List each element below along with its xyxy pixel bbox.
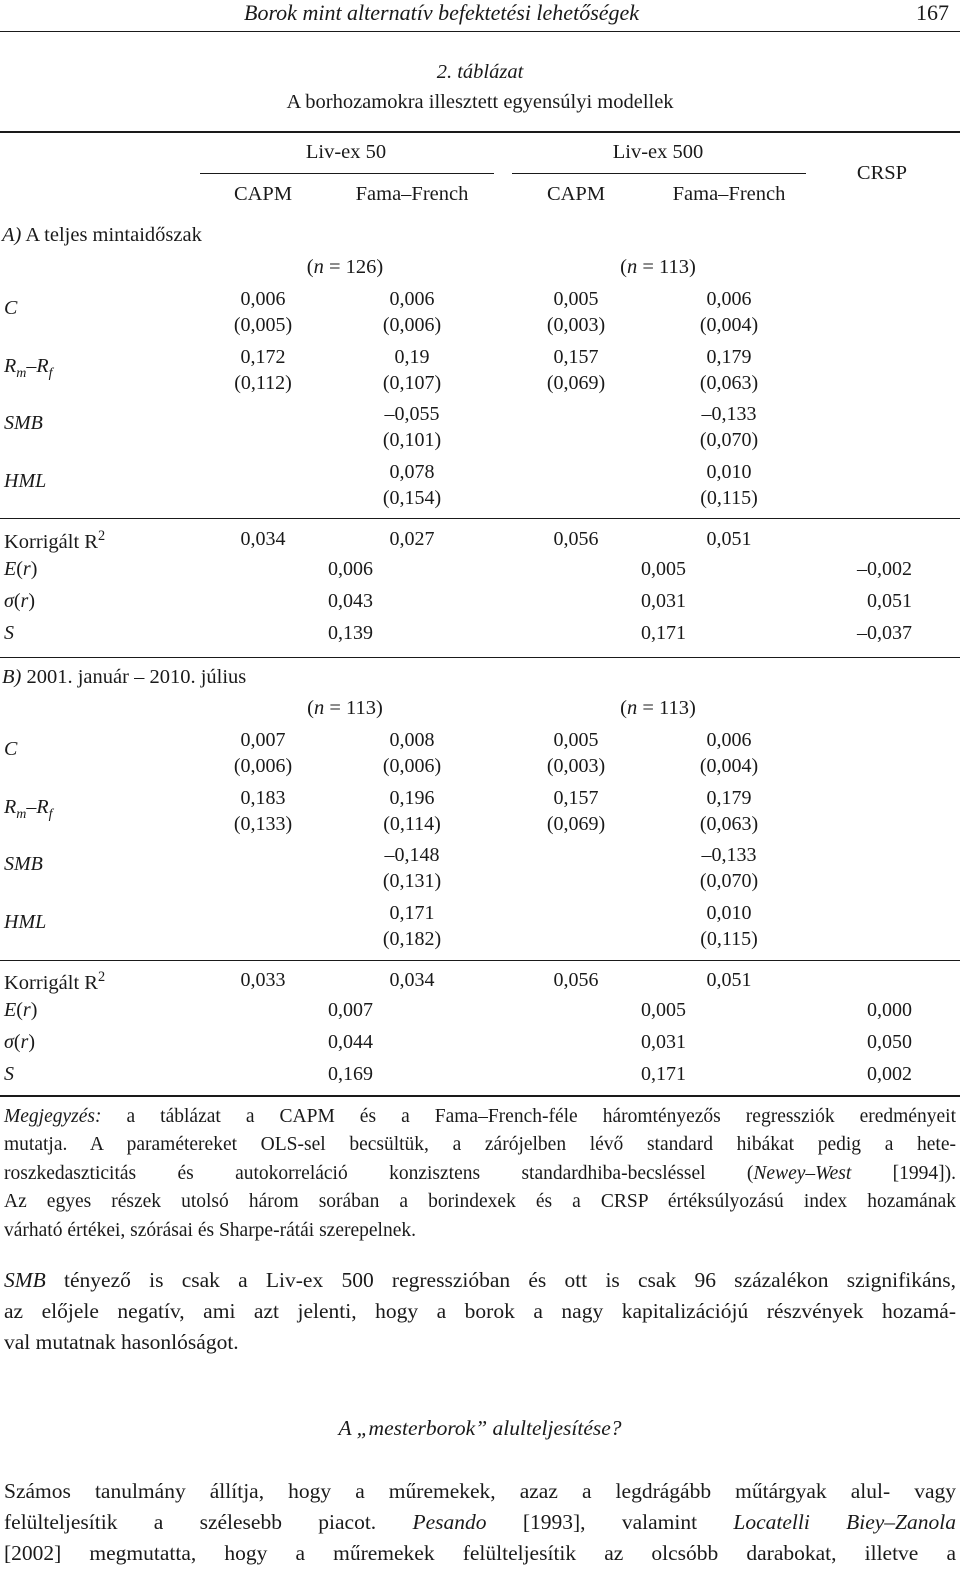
note-line-2: mutatja. A paramétereket OLS-sel becsültük, a zárójelben lévő standard hibákat pedig a hete- xyxy=(4,1134,956,1156)
standard-error: (0,006) xyxy=(382,755,442,777)
panel_b-cell xyxy=(352,842,472,894)
coefficient-value: 0,008 xyxy=(389,729,435,751)
panel_a-stat-value: 0,006 xyxy=(328,558,373,580)
panel_a-cell xyxy=(352,286,472,338)
standard-error: (0,133) xyxy=(233,812,293,835)
standard-error: (0,154) xyxy=(382,486,442,509)
table-title: A borhozamokra illesztett egyensúlyi modellek xyxy=(286,91,674,113)
panel_b-stat-value: 0,031 xyxy=(641,1031,686,1053)
standard-error: (0,004) xyxy=(699,755,759,777)
standard-error: (0,006) xyxy=(233,755,293,777)
coefficient-value: 0,172 xyxy=(240,345,286,368)
table-label: 2. táblázat xyxy=(436,61,524,83)
panel_b-stat-value: 0,002 xyxy=(867,1063,912,1085)
coefficient-value: 0,179 xyxy=(706,345,752,368)
group-rule-liv-ex-50 xyxy=(200,173,494,174)
coefficient-value: 0,005 xyxy=(553,729,599,751)
standard-error: (0,004) xyxy=(699,314,759,336)
coefficient-value: 0,006 xyxy=(706,288,752,310)
panel-b-n-liv-ex-50: (n = 113) xyxy=(307,697,383,719)
note-line-1: Megjegyzés: a táblázat a CAPM és a Fama–French-féle háromtényezős regressziók eredményeit xyxy=(4,1106,956,1127)
panel_b-adj-r2-value: 0,034 xyxy=(389,969,435,991)
panel_a-stat-value: 0,171 xyxy=(641,622,686,644)
panel_b-adj-r2-value: 0,051 xyxy=(706,969,752,991)
standard-error: (0,063) xyxy=(699,371,759,394)
group-crsp: CRSP xyxy=(856,162,908,184)
panel_b-stat-value: 0,005 xyxy=(641,999,686,1021)
panel-b-adj-r2-label: Korrigált $R^2$ xyxy=(4,969,106,994)
panel_a-cell xyxy=(352,459,472,511)
panel_a-stat-value: –0,002 xyxy=(857,558,912,580)
panel_a-row-label-c: C xyxy=(4,297,18,319)
standard-error: (0,063) xyxy=(699,812,759,835)
section-title: A „mesterborok” alulteljesítése? xyxy=(338,1416,622,1440)
standard-error: (0,114) xyxy=(383,812,441,835)
panel_a-row-label-rmrf: $R_m-R_f$ xyxy=(4,354,53,381)
panel-a-title: A) A teljes mintaidőszak xyxy=(2,224,202,246)
panel_a-stat-value: 0,139 xyxy=(328,622,373,644)
panel_a-stat-label: σ(r) xyxy=(4,590,36,612)
panel_a-cell xyxy=(203,344,323,396)
panel_b-cell xyxy=(203,727,323,779)
coefficient-value: –0,133 xyxy=(701,403,757,425)
header-rule xyxy=(0,31,960,32)
panel_b-cell xyxy=(203,785,323,837)
panel_b-cell xyxy=(669,785,789,837)
panel_b-row-label-smb: SMB xyxy=(4,853,43,875)
panel-b-title: B) 2001. január – 2010. július xyxy=(2,666,247,688)
standard-error: (0,115) xyxy=(700,486,758,509)
panel_a-stat-label: S xyxy=(4,622,14,644)
standard-error: (0,003) xyxy=(546,314,606,336)
coefficient-value: 0,19 xyxy=(394,345,430,368)
panel_a-adj-r2-value: 0,056 xyxy=(553,528,599,550)
panel_a-cell xyxy=(352,344,472,396)
coefficient-value: 0,010 xyxy=(706,460,752,483)
panel_a-stat-label: E(r) xyxy=(4,558,38,580)
panel_b-stat-label: S xyxy=(4,1063,14,1085)
panel-a-n-liv-ex-50: (n = 126) xyxy=(306,256,384,278)
running-title: Borok mint alternatív befektetési lehetőségek xyxy=(244,0,640,25)
standard-error: (0,101) xyxy=(382,429,442,451)
coefficient-value: 0,006 xyxy=(240,288,286,310)
note-line-5: várható értékei, szórásai és Sharpe-rátái szerepelnek. xyxy=(4,1219,416,1241)
panel-b-stats-rule xyxy=(0,960,960,961)
standard-error: (0,112) xyxy=(234,371,292,394)
group-liv-ex-500: Liv-ex 500 xyxy=(612,141,704,163)
panel_a-stat-value: 0,043 xyxy=(328,590,373,612)
panel_b-stat-value: 0,169 xyxy=(328,1063,373,1085)
para2-line-2: felülteljesítik a szélesebb piacot. Pesando [1993], valamint Locatelli Biey–Zanola xyxy=(4,1510,956,1534)
standard-error: (0,131) xyxy=(382,870,442,892)
coefficient-value: 0,005 xyxy=(553,288,599,310)
standard-error: (0,005) xyxy=(233,314,293,336)
note-line-4: Az egyes részek utolsó három sorában a borindexek és a CRSP értéksúlyozású index hozamának xyxy=(4,1191,956,1213)
panel_a-stat-value: 0,005 xyxy=(641,558,686,580)
group-rule-liv-ex-500 xyxy=(512,173,806,174)
panel_a-stat-value: 0,051 xyxy=(867,590,912,612)
coefficient-value: 0,157 xyxy=(553,786,599,809)
body-paragraph-2 xyxy=(4,1476,956,1569)
panel_a-stat-value: –0,037 xyxy=(857,622,912,644)
note-line-3: roszkedaszticitás és autokorreláció konzisztens standardhiba-becsléssel (Newey–West [1994]). xyxy=(4,1162,956,1184)
panel_b-cell xyxy=(669,727,789,779)
panel_a-cell xyxy=(352,401,472,453)
table-top-rule xyxy=(0,131,960,133)
standard-error: (0,069) xyxy=(546,812,606,835)
table-bottom-rule xyxy=(0,1095,960,1097)
col-capm-50: CAPM xyxy=(233,183,293,205)
para1-line-1: SMB tényező is csak a Liv-ex 500 regresszióban és ott is csak 96 százalékon szignifikáns, xyxy=(4,1268,956,1292)
panel_b-stat-value: 0,007 xyxy=(328,999,373,1021)
panel_b-stat-label: E(r) xyxy=(4,999,38,1021)
coefficient-value: –0,055 xyxy=(384,403,440,425)
panel_b-cell xyxy=(516,727,636,779)
standard-error: (0,003) xyxy=(546,755,606,777)
panel_b-cell xyxy=(669,900,789,952)
panel_a-cell xyxy=(669,401,789,453)
panel_a-cell xyxy=(516,344,636,396)
panel-b-n-liv-ex-500: (n = 113) xyxy=(620,697,696,719)
coefficient-value: 0,006 xyxy=(706,729,752,751)
coefficient-value: 0,078 xyxy=(389,460,435,483)
panel_a-row-label-smb: SMB xyxy=(4,412,43,434)
panel-b-rule xyxy=(0,657,960,658)
standard-error: (0,070) xyxy=(699,429,759,451)
para2-line-3: [2002] megmutatta, hogy a műremekek felülteljesítik az olcsóbb darabokat, illetve a xyxy=(4,1541,956,1565)
coefficient-value: 0,183 xyxy=(240,786,286,809)
para1-line-2: az előjele negatív, ami azt jelenti, hogy a borok a nagy kapitalizációjú részvények hozamá- xyxy=(4,1299,956,1323)
panel_b-stat-value: 0,000 xyxy=(867,999,912,1021)
panel_a-cell xyxy=(516,286,636,338)
para2-line-1: Számos tanulmány állítja, hogy a műremekek, azaz a legdrágább műtárgyak alul- vagy xyxy=(4,1479,956,1503)
panel_a-stat-value: 0,031 xyxy=(641,590,686,612)
panel_b-stat-label: σ(r) xyxy=(4,1031,36,1053)
coefficient-value: 0,007 xyxy=(240,729,286,751)
coefficient-value: –0,148 xyxy=(384,844,440,866)
table-note xyxy=(4,1103,956,1245)
standard-error: (0,115) xyxy=(700,927,758,950)
panel_b-stat-value: 0,171 xyxy=(641,1063,686,1085)
standard-error: (0,006) xyxy=(382,314,442,336)
coefficient-value: –0,133 xyxy=(701,844,757,866)
coefficient-value: 0,010 xyxy=(706,901,752,924)
para1-line-3: val mutatnak hasonlóságot. xyxy=(4,1330,239,1354)
group-liv-ex-50: Liv-ex 50 xyxy=(305,141,387,163)
panel_a-cell xyxy=(669,286,789,338)
panel_a-cell xyxy=(203,286,323,338)
panel_b-row-label-c: C xyxy=(4,738,18,760)
panel-a-stats-rule xyxy=(0,518,960,519)
panel_b-adj-r2-value: 0,056 xyxy=(553,969,599,991)
coefficient-value: 0,006 xyxy=(389,288,435,310)
standard-error: (0,107) xyxy=(382,371,442,394)
panel_b-adj-r2-value: 0,033 xyxy=(240,969,286,991)
panel-a-n-liv-ex-500: (n = 113) xyxy=(620,256,696,278)
standard-error: (0,070) xyxy=(699,870,759,892)
coefficient-value: 0,157 xyxy=(553,345,599,368)
panel_b-cell xyxy=(352,900,472,952)
panel_b-stat-value: 0,044 xyxy=(328,1031,373,1053)
panel_b-stat-value: 0,050 xyxy=(867,1031,912,1053)
standard-error: (0,069) xyxy=(546,371,606,394)
panel_a-cell xyxy=(669,344,789,396)
page-number: 167 xyxy=(916,0,949,25)
body-paragraph-1 xyxy=(4,1265,956,1358)
panel_b-cell xyxy=(352,785,472,837)
panel_b-row-label-hml: HML xyxy=(4,910,47,933)
col-ff-50: Fama–French xyxy=(355,183,469,205)
col-ff-500: Fama–French xyxy=(672,183,786,205)
panel_b-row-label-rmrf: $R_m-R_f$ xyxy=(4,795,53,822)
coefficient-value: 0,171 xyxy=(389,901,435,924)
col-capm-500: CAPM xyxy=(546,183,606,205)
standard-error: (0,182) xyxy=(382,927,442,950)
coefficient-value: 0,179 xyxy=(706,786,752,809)
panel_a-row-label-hml: HML xyxy=(4,469,47,492)
panel_b-cell xyxy=(516,785,636,837)
panel_a-adj-r2-value: 0,034 xyxy=(240,528,286,550)
panel_b-cell xyxy=(352,727,472,779)
panel-a-adj-r2-label: Korrigált $R^2$ xyxy=(4,528,106,553)
coefficient-value: 0,196 xyxy=(389,786,435,809)
panel_a-adj-r2-value: 0,051 xyxy=(706,528,752,550)
panel_a-cell xyxy=(669,459,789,511)
panel_a-adj-r2-value: 0,027 xyxy=(389,528,435,550)
panel_b-cell xyxy=(669,842,789,894)
